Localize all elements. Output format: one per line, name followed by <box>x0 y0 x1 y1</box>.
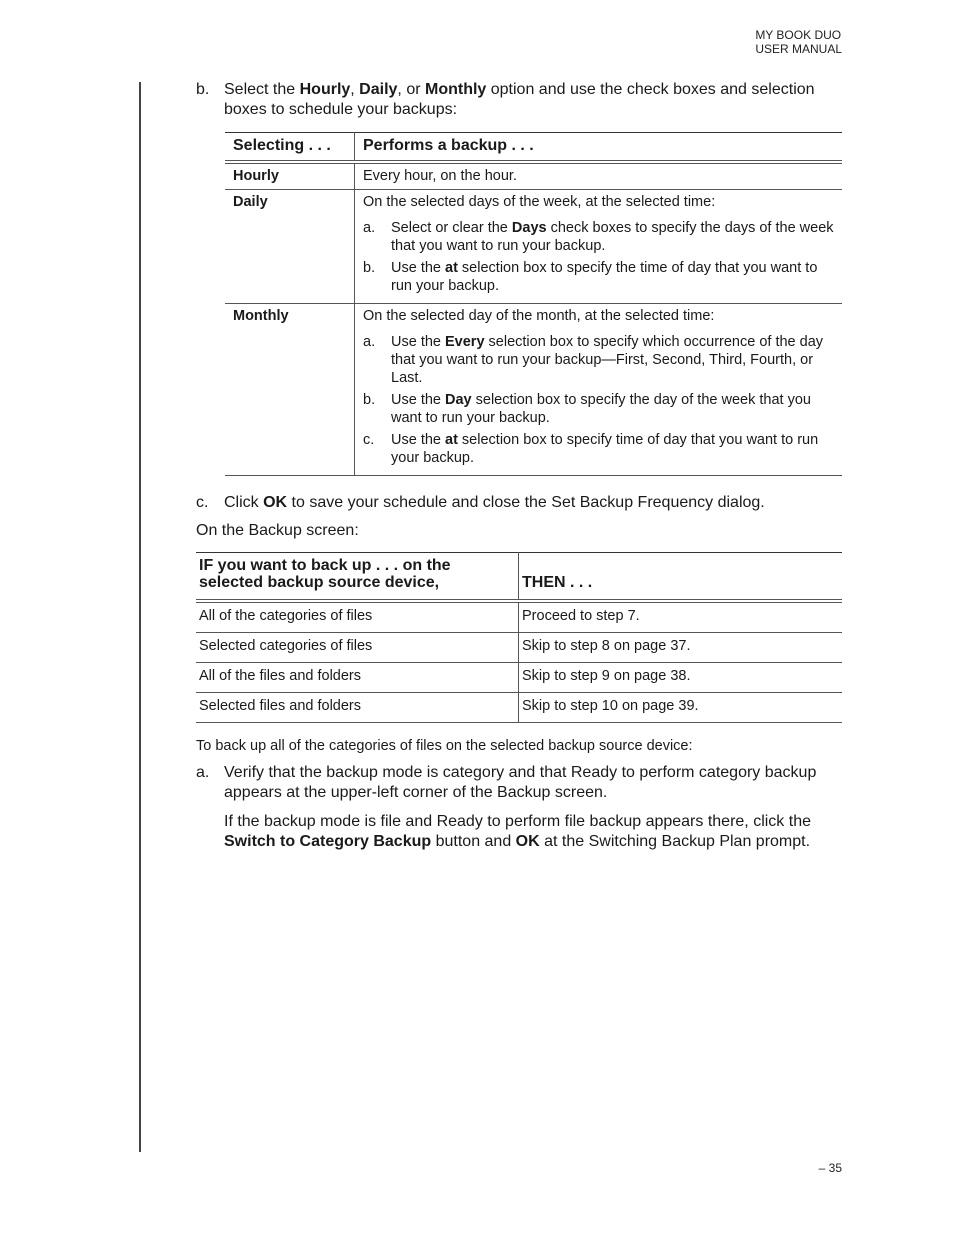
category-intro: To back up all of the categories of files on the selected backup source device: <box>196 738 693 754</box>
step-b: b. Select the Hourly, Daily, or Monthly option and use the check boxes and selection boxes to schedule your backups: <box>196 81 815 118</box>
hourly-term: Hourly <box>299 81 351 98</box>
table-row: Selected categories of files Skip to step 8 on page 37. <box>196 633 842 663</box>
margin-rule <box>139 82 141 1152</box>
page-content <box>196 78 842 852</box>
column-header-performs: Performs a backup . . . <box>355 133 843 163</box>
switch-category-term: Switch to Category Backup <box>224 833 432 850</box>
column-header-then: THEN . . . <box>519 553 843 602</box>
step-a-followup: If the backup mode is file and Ready to perform file backup appears there, click the Switch to Category Backup button and OK at the Switching Backup Plan prompt. <box>224 813 811 850</box>
table-row <box>225 162 842 190</box>
step-c: c. Click OK to save your schedule and close the Set Backup Frequency dialog. <box>196 494 765 511</box>
table-row: All of the files and folders Skip to step 9 on page 38. <box>196 663 842 693</box>
step-label: b. <box>196 81 210 98</box>
daily-term: Daily <box>359 81 398 98</box>
row-key-monthly: Monthly <box>225 304 355 476</box>
step-a: a. Verify that the backup mode is category and that Ready to perform category backup appears at the upper-left corner of the Backup screen. If the backup mode is file and Ready to perform file backup appears there, click the Switch to Category Backup button and OK at the Switching Backup Plan prompt. <box>196 763 842 852</box>
running-header <box>755 28 842 56</box>
list-item: a. Select or clear the Days check boxes to specify the days of the week that you want to run your backup. <box>363 220 834 254</box>
step-label: c. <box>196 494 209 511</box>
row-key-hourly: Hourly <box>225 162 355 190</box>
step-label: a. <box>196 764 210 781</box>
row-desc-hourly: Every hour, on the hour. <box>355 162 843 190</box>
backup-options-table <box>196 552 842 723</box>
table-row <box>225 304 842 476</box>
list-item: b. Use the at selection box to specify the time of day that you want to run your backup. <box>363 260 818 294</box>
row-key-daily: Daily <box>225 190 355 304</box>
ok-term: OK <box>263 494 288 511</box>
ok-term: OK <box>515 833 540 850</box>
header-doc-type: USER MANUAL <box>755 42 842 56</box>
table-header-row <box>225 133 842 163</box>
list-item: c. Use the at selection box to specify time of day that you want to run your backup. <box>363 432 819 466</box>
list-item: b. Use the Day selection box to specify the day of the week that you want to run your backup. <box>363 392 811 426</box>
row-desc-daily: On the selected days of the week, at the selected time: a. Select or clear the Days check boxes to specify the days of the week that you want to run your backup. b. Use the at selection box to specify the time of day that you want to run your backup. <box>355 190 843 304</box>
row-desc-monthly: On the selected day of the month, at the selected time: a. Use the Every selection box to specify which occurrence of the day that you want to run your backup—First, Second, Third, Fourth, or Last. b. Use the Day selection box to specify the day of the week that you want to run your backup. c. Use the at selection box to specify time of day that you want to run your backup. <box>355 304 843 476</box>
monthly-term: Monthly <box>424 81 487 98</box>
header-product: MY BOOK DUO <box>755 28 842 42</box>
table-row <box>225 190 842 304</box>
table-row: Selected files and folders Skip to step 10 on page 39. <box>196 693 842 723</box>
backup-screen-intro: On the Backup screen: <box>196 522 359 539</box>
table-header-row <box>196 553 842 602</box>
page-number: – 35 <box>818 1161 842 1175</box>
table-row: All of the categories of files Proceed to step 7. <box>196 601 842 633</box>
schedule-table <box>225 132 842 476</box>
column-header-if: IF you want to back up . . . on the selected backup source device, <box>196 553 519 602</box>
column-header-selecting: Selecting . . . <box>225 133 355 163</box>
list-item: a. Use the Every selection box to specify which occurrence of the day that you want to run your backup—First, Second, Third, Fourth, or Last. <box>363 334 824 386</box>
